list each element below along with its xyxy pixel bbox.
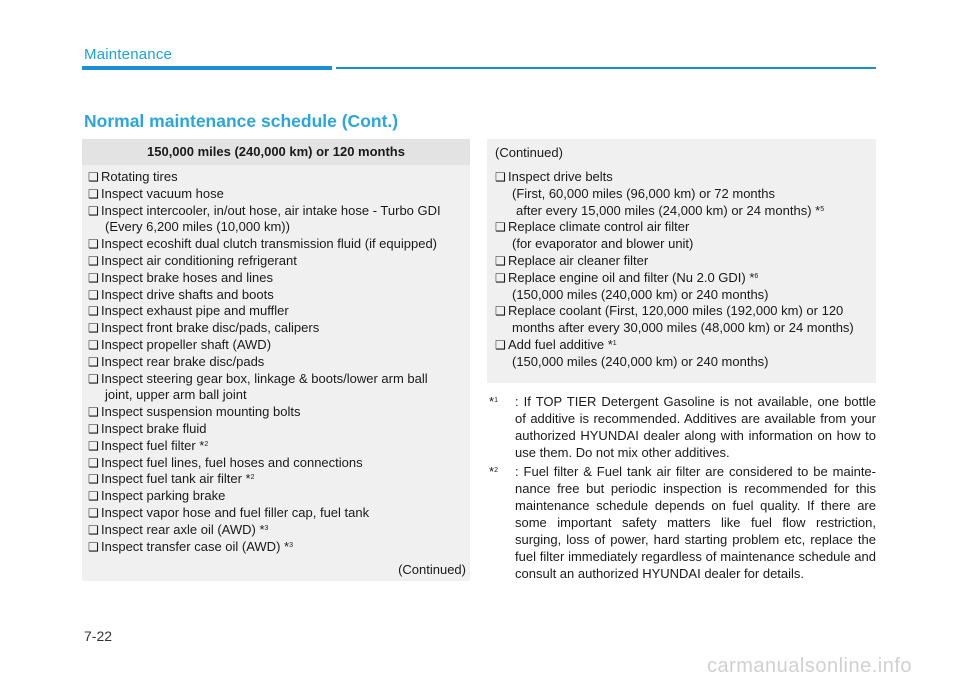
checklist-item bbox=[88, 287, 466, 304]
item-text: Inspect exhaust pipe and muffler bbox=[101, 303, 289, 319]
header-rule-thin bbox=[336, 67, 876, 69]
item-text: Inspect fuel lines, fuel hoses and connections bbox=[101, 454, 363, 470]
header-rule-thick bbox=[82, 66, 332, 70]
checklist-item bbox=[88, 421, 466, 438]
footnote-mark bbox=[489, 393, 498, 410]
checkbox-icon: ❑ bbox=[88, 253, 99, 268]
item-text: Inspect air conditioning refrigerant bbox=[101, 252, 297, 268]
checklist-item bbox=[88, 522, 466, 539]
item-text: Inspect brake hoses and lines bbox=[101, 269, 273, 285]
watermark: carmanualsonline.info bbox=[706, 655, 912, 677]
checklist-item bbox=[88, 320, 466, 337]
item-subtext: months after every 30,000 miles (48,000 km) or 24 months) bbox=[512, 320, 854, 336]
item-text: Inspect rear axle oil (AWD) * bbox=[101, 521, 265, 537]
right-continued-label: (Continued) bbox=[495, 145, 563, 160]
item-text: Replace coolant (First, 120,000 miles (192,000 km) or 120 bbox=[508, 303, 844, 319]
checkbox-icon: ❑ bbox=[88, 438, 99, 453]
checkbox-icon: ❑ bbox=[88, 405, 99, 420]
item-subtext: (First, 60,000 miles (96,000 km) or 72 months bbox=[512, 185, 775, 201]
checkbox-icon: ❑ bbox=[88, 287, 99, 302]
item-text: Replace climate control air filter bbox=[508, 219, 690, 235]
checklist-item bbox=[495, 270, 872, 304]
footnote-ref: 2 bbox=[204, 440, 209, 448]
checklist-item bbox=[88, 505, 466, 522]
checkbox-icon: ❑ bbox=[88, 455, 99, 470]
footnote-ref: 5 bbox=[820, 205, 825, 213]
checklist-item bbox=[88, 371, 466, 405]
item-subtext: (Every 6,200 miles (10,000 km)) bbox=[105, 219, 290, 235]
item-text: Inspect ecoshift dual clutch transmission fluid (if equipped) bbox=[101, 236, 438, 252]
item-text: Inspect fuel filter * bbox=[101, 437, 205, 453]
checkbox-icon: ❑ bbox=[88, 304, 99, 319]
item-text: Inspect fuel tank air filter * bbox=[101, 471, 251, 487]
item-text: Inspect suspension mounting bolts bbox=[101, 404, 301, 420]
left-continued-label: (Continued) bbox=[398, 562, 466, 577]
footnote bbox=[487, 463, 876, 582]
footnote-ref: 6 bbox=[754, 272, 759, 280]
footnote-mark bbox=[489, 463, 498, 480]
footnotes bbox=[487, 393, 876, 584]
checkbox-icon: ❑ bbox=[495, 220, 506, 235]
footnote-number: 1 bbox=[494, 397, 498, 404]
item-text: Inspect drive belts bbox=[508, 169, 613, 184]
checklist-item bbox=[88, 186, 466, 203]
right-schedule-box bbox=[487, 139, 876, 383]
checkbox-icon: ❑ bbox=[495, 304, 506, 319]
checklist-item bbox=[88, 253, 466, 270]
checklist-item bbox=[88, 303, 466, 320]
footnote-ref: 3 bbox=[289, 541, 293, 549]
item-text: Inspect vacuum hose bbox=[101, 185, 224, 201]
checkbox-icon: ❑ bbox=[88, 522, 99, 537]
item-text: Inspect front brake disc/pads, calipers bbox=[101, 320, 320, 336]
left-box-heading: 150,000 miles (240,000 km) or 120 months bbox=[82, 139, 470, 165]
footnote-ref: 3 bbox=[264, 524, 269, 532]
checkbox-icon: ❑ bbox=[88, 371, 99, 386]
right-checklist bbox=[487, 163, 876, 371]
left-schedule-box bbox=[82, 139, 470, 581]
checklist-item bbox=[88, 455, 466, 472]
checkbox-icon: ❑ bbox=[88, 505, 99, 520]
footnote-star: * bbox=[489, 464, 495, 479]
checkbox-icon: ❑ bbox=[495, 270, 506, 285]
checkbox-icon: ❑ bbox=[88, 237, 99, 252]
footnote-text: : If TOP TIER Detergent Gasoline is not available, one bottle of additive is recommended. Additives are available from your authorized HYUNDAI dealer along with information on how to use them. Do not mix other additives. bbox=[515, 394, 876, 460]
checklist-item bbox=[88, 438, 466, 455]
checklist-item bbox=[88, 337, 466, 354]
checkbox-icon: ❑ bbox=[88, 539, 99, 554]
section-label: Maintenance bbox=[84, 46, 173, 63]
item-subtext: after every 15,000 miles (24,000 km) or 24 months) * bbox=[516, 202, 821, 218]
footnote-number: 2 bbox=[494, 467, 498, 474]
item-subtext: (150,000 miles (240,000 km) or 240 months) bbox=[512, 353, 769, 369]
checkbox-icon: ❑ bbox=[88, 270, 99, 285]
footnote-ref: 2 bbox=[250, 474, 255, 482]
item-text: Add fuel additive * bbox=[508, 336, 613, 352]
checkbox-icon: ❑ bbox=[88, 170, 99, 184]
item-text: Inspect transfer case oil (AWD) * bbox=[101, 538, 290, 554]
item-text: Inspect rear brake disc/pads bbox=[101, 353, 265, 369]
checklist-item bbox=[495, 169, 872, 219]
item-text: Replace air cleaner filter bbox=[508, 252, 649, 268]
checklist-item bbox=[495, 303, 872, 337]
item-text: Replace engine oil and filter (Nu 2.0 GDI) * bbox=[508, 269, 755, 285]
item-subtext: (150,000 miles (240,000 km) or 240 months) bbox=[512, 286, 769, 302]
checklist-item bbox=[88, 270, 466, 287]
checkbox-icon: ❑ bbox=[88, 354, 99, 369]
checkbox-icon: ❑ bbox=[495, 170, 506, 184]
item-text: Inspect brake fluid bbox=[101, 420, 207, 436]
checklist-item bbox=[88, 471, 466, 488]
page-heading: Normal maintenance schedule (Cont.) bbox=[84, 111, 399, 131]
item-subtext: (for evaporator and blower unit) bbox=[512, 236, 694, 252]
checkbox-icon: ❑ bbox=[88, 472, 99, 487]
checkbox-icon: ❑ bbox=[88, 321, 99, 336]
checkbox-icon: ❑ bbox=[88, 421, 99, 436]
item-text: Inspect intercooler, in/out hose, air intake hose - Turbo GDI bbox=[101, 202, 441, 218]
item-text: Inspect steering gear box, linkage & boots/lower arm ball bbox=[101, 370, 428, 386]
checklist-item bbox=[88, 169, 466, 186]
checklist-item bbox=[88, 236, 466, 253]
item-subtext-line bbox=[508, 203, 872, 220]
checkbox-icon: ❑ bbox=[495, 253, 506, 268]
checklist-item bbox=[88, 354, 466, 371]
left-checklist bbox=[82, 165, 470, 555]
item-text: Inspect drive shafts and boots bbox=[101, 286, 274, 302]
footnote-text: : Fuel filter & Fuel tank air filter are considered to be mainte-nance free but periodic inspection is recommended for this maintenance schedule depends on fuel quality. If there are some important safety matters like fuel flow restriction, surging, loss of power, hard starting problem etc, replace the fuel filter immediately regardless of maintenance schedule and consult an authorized HYUNDAI dealer for details. bbox=[515, 464, 876, 581]
checkbox-icon: ❑ bbox=[495, 337, 506, 352]
page-number: 7-22 bbox=[84, 628, 113, 644]
checkbox-icon: ❑ bbox=[88, 489, 99, 504]
footnote-star: * bbox=[489, 394, 495, 409]
footnote bbox=[487, 393, 876, 461]
checkbox-icon: ❑ bbox=[88, 337, 99, 352]
item-subtext: joint, upper arm ball joint bbox=[105, 387, 247, 403]
checklist-item bbox=[88, 539, 466, 556]
checkbox-icon: ❑ bbox=[88, 203, 99, 218]
checklist-item bbox=[88, 488, 466, 505]
item-text: Inspect parking brake bbox=[101, 488, 226, 504]
item-text: Inspect propeller shaft (AWD) bbox=[101, 336, 272, 352]
footnote-ref: 1 bbox=[612, 339, 617, 347]
checklist-item bbox=[88, 203, 466, 237]
checklist-item bbox=[495, 219, 872, 253]
checkbox-icon: ❑ bbox=[88, 186, 99, 201]
item-text: Inspect vapor hose and fuel filler cap, fuel tank bbox=[101, 504, 370, 520]
item-text: Rotating tires bbox=[101, 169, 178, 184]
checklist-item bbox=[495, 253, 872, 270]
checklist-item bbox=[495, 337, 872, 371]
checklist-item bbox=[88, 404, 466, 421]
